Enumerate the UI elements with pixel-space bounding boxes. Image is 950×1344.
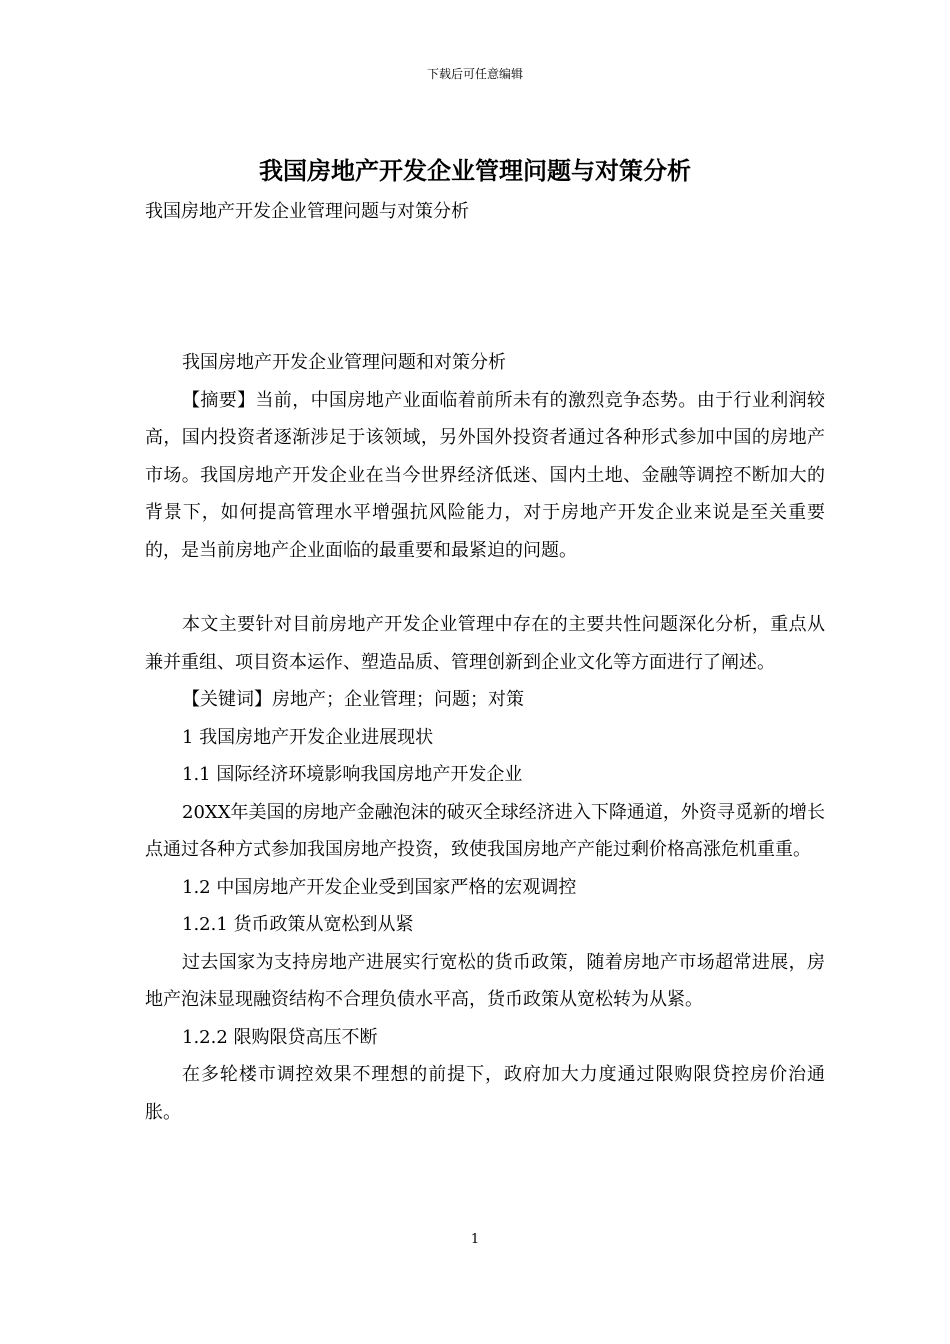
body-paragraph-1-2-2: 在多轮楼市调控效果不理想的前提下，政府加大力度通过限购限贷控房价治通胀。 (145, 1064, 825, 1123)
abstract-paragraph: 【摘要】当前，中国房地产业面临着前所未有的激烈竞争态势。由于行业利润较高，国内投资者逐渐涉足于该领域，另外国外投资者通过各种形式参加中国的房地产市场。我国房地产开发企业在当今世界经济低迷、国内土地、金融等调控不断加大的背景下，如何提高管理水平增强抗风险能力，对于房地产开发企业来说是至关重要的，是当前房地产企业面临的最重要和最紧迫的问题。 (145, 389, 825, 561)
section-heading-1-2-1: 1.2.1 货币政策从宽松到从紧 (182, 914, 414, 935)
body-paragraph-1-1: 20XX年美国的房地产金融泡沫的破灭全球经济进入下降通道，外资寻觅新的增长点通过各种方式参加我国房地产投资，致使我国房地产产能过剩价格高涨危机重重。 (145, 801, 825, 860)
keywords-line: 【关键词】房地产；企业管理；问题；对策 (182, 689, 524, 710)
body-paragraph-1-2-1: 过去国家为支持房地产进展实行宽松的货币政策，随着房地产市场超常进展，房地产泡沫显现融资结构不合理负债水平高，货币政策从宽松转为从紧。 (145, 951, 825, 1010)
document-title: 我国房地产开发企业管理问题与对策分析 (259, 156, 691, 185)
page-header-note: 下载后可任意编辑 (426, 67, 523, 81)
section-heading-1: 1 我国房地产开发企业进展现状 (182, 726, 434, 748)
document-subtitle: 我国房地产开发企业管理问题与对策分析 (145, 201, 469, 222)
section-heading-1-2: 1.2 中国房地产开发企业受到国家严格的宏观调控 (182, 876, 577, 898)
section-heading-1-2-2: 1.2.2 限购限贷高压不断 (182, 1026, 378, 1048)
section-heading-article-title: 我国房地产开发企业管理问题和对策分析 (182, 352, 506, 373)
section-heading-1-1: 1.1 国际经济环境影响我国房地产开发企业 (182, 764, 523, 785)
body-paragraph-scope: 本文主要针对目前房地产开发企业管理中存在的主要共性问题深化分析，重点从兼并重组、项目资本运作、塑造品质、管理创新到企业文化等方面进行了阐述。 (145, 614, 825, 673)
document-body (145, 344, 825, 1131)
page-number: 1 (470, 1232, 480, 1247)
